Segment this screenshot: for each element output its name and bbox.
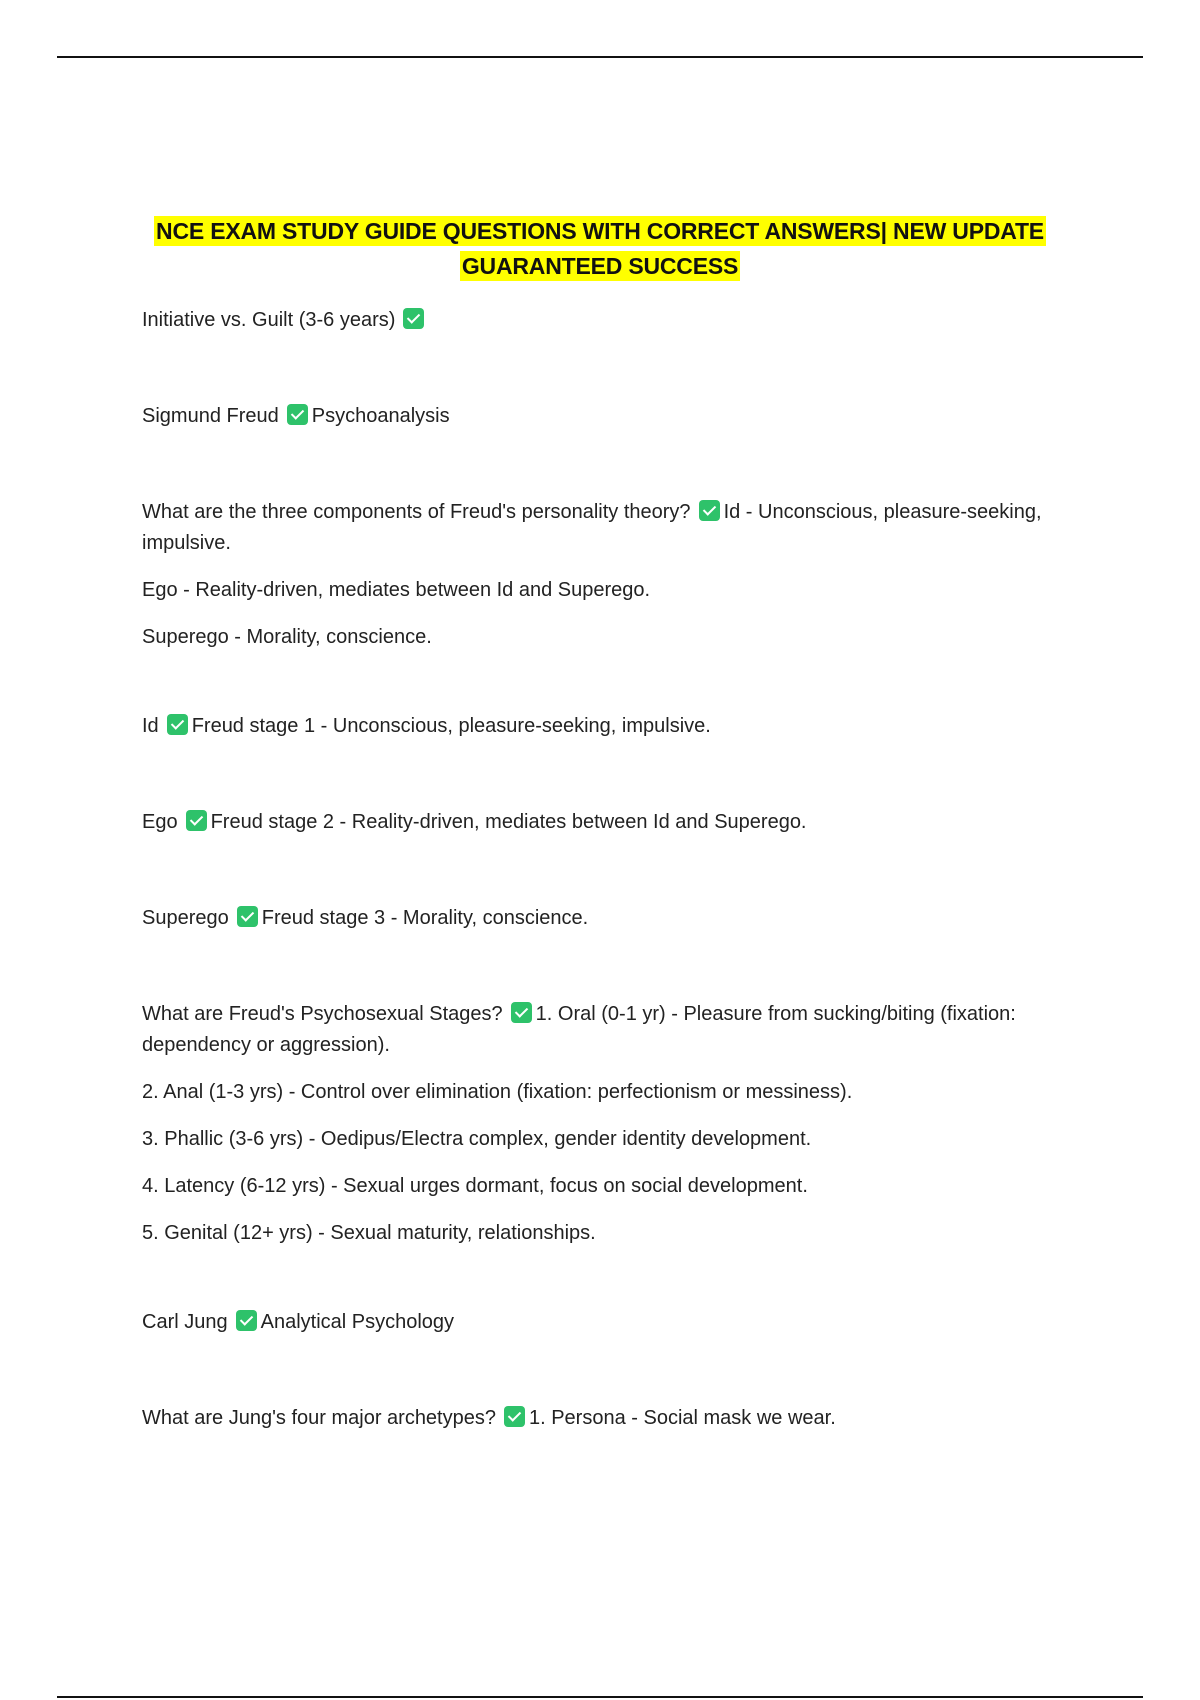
- entry-term: Carl Jung: [142, 1311, 228, 1333]
- check-mark-icon: [167, 714, 188, 735]
- qa-entry: [142, 1307, 1062, 1338]
- qa-entry: [142, 305, 1062, 336]
- qa-entry: [142, 1403, 1062, 1434]
- qa-entry: [142, 999, 1062, 1249]
- entry-term: Superego: [142, 907, 229, 929]
- title-line-1: NCE EXAM STUDY GUIDE QUESTIONS WITH CORRECT ANSWERS| NEW UPDATE: [156, 218, 1044, 244]
- entry-term: Ego: [142, 811, 178, 833]
- check-mark-icon: [287, 404, 308, 425]
- check-mark-icon: [504, 1406, 525, 1427]
- qa-entry: [142, 497, 1062, 653]
- qa-entry: [142, 807, 1062, 838]
- qa-entry: [142, 711, 1062, 742]
- entry-answer-line: 2. Anal (1-3 yrs) - Control over elimination (fixation: perfectionism or messiness).: [142, 1081, 853, 1103]
- entry-answer: Freud stage 2 - Reality-driven, mediates between Id and Superego.: [210, 811, 807, 833]
- entry-term: What are the three components of Freud's personality theory?: [142, 501, 691, 523]
- study-guide-content: [142, 305, 1062, 1434]
- bottom-rule: [57, 1696, 1143, 1698]
- qa-entry: [142, 401, 1062, 432]
- qa-entry: [142, 903, 1062, 934]
- entry-answer-line: 3. Phallic (3-6 yrs) - Oedipus/Electra complex, gender identity development.: [142, 1128, 812, 1150]
- entry-answer-line: 4. Latency (6-12 yrs) - Sexual urges dormant, focus on social development.: [142, 1175, 808, 1197]
- entry-term: Id: [142, 715, 159, 737]
- entry-term: What are Freud's Psychosexual Stages?: [142, 1003, 503, 1025]
- entry-answer: 1. Oral (0-1 yr) - Pleasure from sucking/biting (fixation: dependency or aggression).: [142, 1003, 1016, 1056]
- entry-answer: Id - Unconscious, pleasure-seeking, impulsive.: [142, 501, 1042, 554]
- check-mark-icon: [699, 500, 720, 521]
- top-rule: [57, 56, 1143, 58]
- document-title: [100, 214, 1100, 284]
- check-mark-icon: [511, 1002, 532, 1023]
- entry-answer: Analytical Psychology: [260, 1311, 455, 1333]
- entry-term: Sigmund Freud: [142, 405, 279, 427]
- entry-answer: Freud stage 3 - Morality, conscience.: [261, 907, 589, 929]
- check-mark-icon: [186, 810, 207, 831]
- entry-term: Initiative vs. Guilt (3-6 years): [142, 309, 396, 331]
- entry-answer: 1. Persona - Social mask we wear.: [528, 1407, 836, 1429]
- entry-answer-line: Ego - Reality-driven, mediates between Id and Superego.: [142, 579, 651, 601]
- entry-answer-line: 5. Genital (12+ yrs) - Sexual maturity, relationships.: [142, 1222, 596, 1244]
- check-mark-icon: [237, 906, 258, 927]
- check-mark-icon: [236, 1310, 257, 1331]
- check-mark-icon: [403, 308, 424, 329]
- entry-answer-line: Superego - Morality, conscience.: [142, 626, 432, 648]
- entry-answer: Psychoanalysis: [311, 405, 450, 427]
- entry-answer: Freud stage 1 - Unconscious, pleasure-seeking, impulsive.: [191, 715, 711, 737]
- entry-term: What are Jung's four major archetypes?: [142, 1407, 496, 1429]
- title-line-2: GUARANTEED SUCCESS: [461, 253, 739, 279]
